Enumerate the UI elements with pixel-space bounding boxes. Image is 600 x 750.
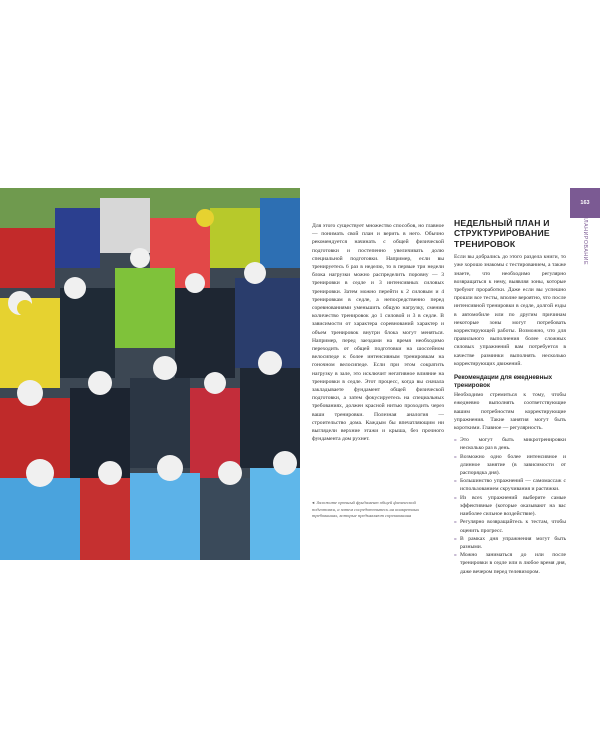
section-label: ПЛАНИРОВАНИЕ [582, 214, 588, 266]
list-item: » Из всех упражнений выберите самые эффективные (которые оказывают на вас наиболее сильное воздействие). [454, 494, 566, 519]
sub-intro-paragraph: Необходимо стремиться к тому, чтобы ежедневно выполнять соответствующие вашим потребностям корректирующие упражнения. Такие занятия могут быть короткими. Главное — регулярность. [454, 392, 566, 432]
list-item: » В рамках дня упражнения могут быть разными. [454, 535, 566, 551]
page-number-tab [570, 188, 600, 218]
cyclists-peloton-photo [0, 188, 300, 560]
body-text-left: Для этого существует множество способов, но главное — понимать свой план и верить в него. Обычно рекомендуется начинать с общей физической подготовки и постепенно увеличивать долю специальной подготовки. Например, если вы тренируетесь 6 раз в неделю, то в первые три недели блока нагрузки можно распределить поровну — 3 тренировки в седле и 3 интенсивных силовых тренировки. Затем можно перейти к 2 силовым и 4 тренировкам в седле, а непосредственно перед соревнованиями уменьшить общую нагрузку, сменив количество тренировок до 1 силовой и 3 в седле. В зависимости от характера соревнований характер и объем тренировок внутри блока могут меняться. Например, перед заездами на время необходимо переходить от общей подготовки на шоссейном велосипеде к более интенсивным тренировкам на гоночном велосипеде. Если при этом сократить нагрузку в зале, это исключит негативное влияние на тренировки в седле. Этот процесс, когда вы сначала закладываете фундамент общей физической подготовки, а затем фокусируетесь на специальных требованиях, должен красной нитью проходить через ваши тренировки. Полезная аналогия — строительство дома. Каждым бы впечатляющим ни выглядели верхние этажи и крыша, без прочного фундамента дом рухнет. [312, 223, 444, 443]
recommendations-list [454, 436, 566, 575]
right-page [454, 218, 566, 576]
caption-arrow-icon: ◂ [312, 500, 315, 505]
section-heading: НЕДЕЛЬНЫЙ ПЛАН И СТРУКТУРИРОВАНИЕ ТРЕНИРОВОК [454, 218, 550, 249]
subheading: Рекомендации для ежедневных тренировок [454, 374, 553, 389]
section-label-tab [570, 214, 600, 266]
caption-text: Заложите прочный фундамент общей физической подготовки, а затем сосредоточьтесь на конкретных требованиях, которые предъявляют соревнования [312, 500, 419, 519]
list-item: » Большинство упражнений — самомассаж с использованием скручивания и растяжки. [454, 477, 566, 493]
list-item: » Можно заниматься до или после тренировки в седле или в любое время дня, даже вечером перед телевизором. [454, 551, 566, 576]
list-item: » Возможно одно более интенсивное и длинное занятие (в зависимости от распорядка дня). [454, 453, 566, 478]
intro-paragraph: Если вы добрались до этого раздела книги, то уже хорошо знакомы с тестированием, а также знаете, что необходимо регулярно возвращаться к нему, выявляя зоны, которые требуют проработки. Даже если вы успешно прошли все тесты, вполне вероятно, что после интенсивной тренировки в седле, долгой езды в автомобиле или по другим причинам некоторые зоны могут потребовать корректирующей работы. Возможно, что для правильного выполнения более сложных силовых упражнений вам потребуется в качестве разминки выполнять несколько корректирующих движений. [454, 254, 566, 367]
page-number: 163 [580, 200, 590, 206]
peloton-illustration [0, 188, 300, 560]
photo-caption [312, 500, 430, 520]
list-item: » Регулярно возвращайтесь к тестам, чтобы оценить прогресс. [454, 518, 566, 534]
list-item: » Это могут быть микротренировки несколько раз в день. [454, 436, 566, 452]
